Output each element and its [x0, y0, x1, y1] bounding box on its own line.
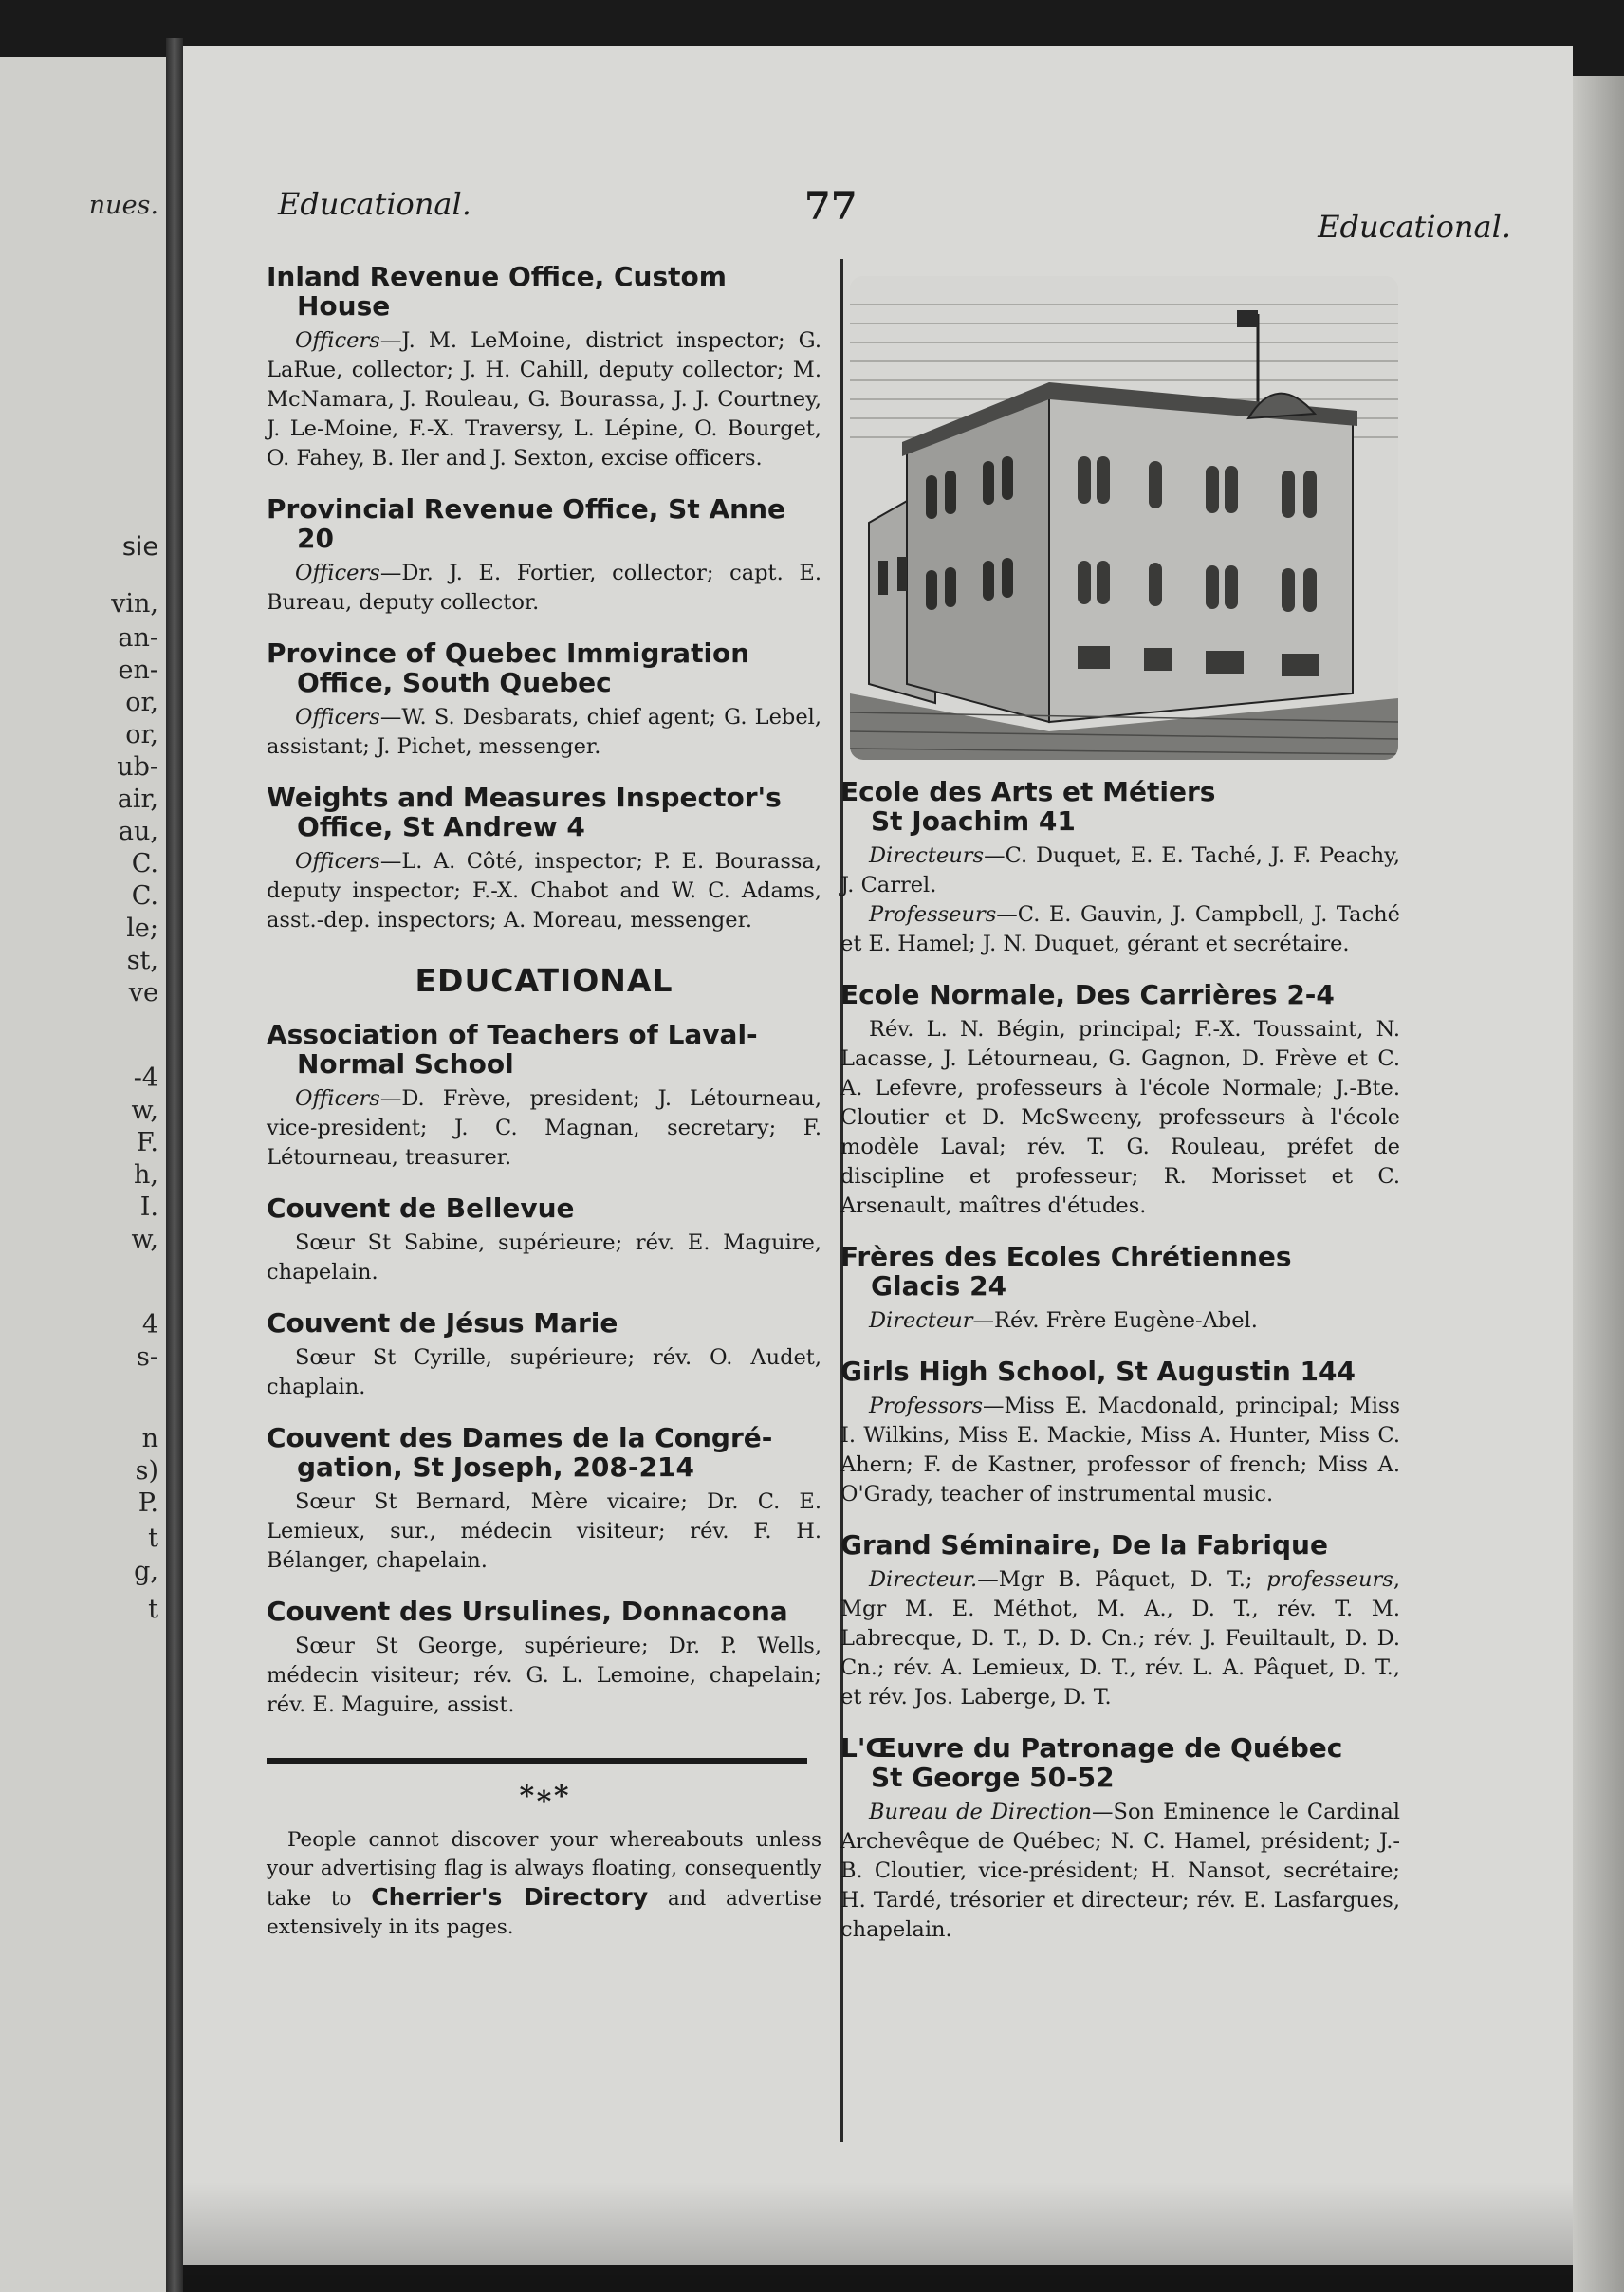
left-column: [267, 262, 821, 1942]
facing-page-text: t: [148, 1595, 158, 1624]
entry-title-continuation: Glacis 24: [871, 1270, 1007, 1302]
entry-title-line: Couvent des Dames de la Congré-: [267, 1422, 773, 1453]
directory-entry: [267, 494, 821, 618]
advertising-notice: People cannot discover your whereabouts unless your advertising flag is always floating, consequently take to Cherrier's Directory and advertise extensively in its pages.: [267, 1828, 821, 1939]
entry-body: [840, 1306, 1400, 1336]
entry-title: [840, 777, 1400, 836]
facing-page-text: n: [141, 1424, 158, 1453]
entry-title: [267, 262, 821, 321]
entry-body: [840, 841, 1400, 900]
facing-page-text: w,: [131, 1225, 158, 1254]
directory-entry: [267, 1423, 821, 1576]
directory-entry: [267, 1597, 821, 1720]
entry-role-label: Professors: [869, 1394, 984, 1418]
entry-title: [840, 1242, 1400, 1301]
facing-page-text: nues.: [88, 191, 158, 220]
entry-title-line: Couvent des Ursulines, Donnacona: [267, 1596, 788, 1627]
entry-title-line: Couvent de Bellevue: [267, 1192, 575, 1224]
entry-names: Sœur St Bernard, Mère vicaire; Dr. C. E. Lemieux, sur., médecin visiteur; rév. F. H. Bélanger, chapelain.: [267, 1489, 821, 1573]
entry-title-line: Association of Teachers of Laval-: [267, 1019, 758, 1050]
directory-entry: [840, 777, 1400, 959]
entry-names: —D. Frève, president; J. Létourneau, vice-president; J. C. Magnan, secretary; F. Létourneau, treasurer.: [267, 1086, 821, 1170]
entry-title: [267, 1308, 821, 1338]
entry-names: Sœur St Cyrille, supérieure; rév. O. Audet, chaplain.: [267, 1345, 821, 1399]
entry-title: [267, 1597, 821, 1626]
entry-role-label: Officers: [295, 705, 380, 730]
entry-title-continuation: Normal School: [297, 1048, 514, 1080]
directory-entry: [840, 1242, 1400, 1336]
facing-page-text: le;: [126, 914, 158, 943]
facing-page-text: w,: [131, 1096, 158, 1125]
facing-page-text: I.: [139, 1192, 158, 1222]
page-edge: [1573, 76, 1624, 2292]
facing-page-text: h,: [134, 1160, 158, 1190]
page-shadow: [183, 2182, 1573, 2292]
entry-role-label: Directeurs: [869, 843, 985, 868]
entry-role-label: Officers: [295, 328, 380, 353]
facing-page-fragment: [0, 57, 166, 2292]
right-column: [840, 262, 1400, 1966]
entry-names: —Son Eminence le Cardinal Archevêque de Québec; N. C. Hamel, président; J.-B. Cloutier, vice-président; H. Nansot, secrétaire; H. Tardé, trésorier et directeur; rév. E. Lasfargues, chapelain.: [840, 1800, 1400, 1942]
entry-title-line: Inland Revenue Office, Custom: [267, 261, 727, 292]
entry-title-continuation: House: [297, 290, 391, 322]
facing-page-text: -4: [133, 1063, 158, 1093]
entry-role-label: Officers: [295, 1086, 380, 1111]
entry-title: [840, 1733, 1400, 1792]
entry-title-line: Ecole Normale, Des Carrières 2-4: [840, 979, 1335, 1010]
entry-body: [267, 1084, 821, 1173]
directory-entry: [267, 638, 821, 762]
facing-page-text: sie: [121, 532, 158, 562]
entry-names: —J. M. LeMoine, district inspector; G. LaRue, collector; J. H. Cahill, deputy collector; M. McNamara, J. Rouleau, G. Bourassa, J. J. Courtney, J. Le-Moine, F.-X. Traversy, L. Lépine, O. Bourget, O. Fahey, B. Iler and J. Sexton, excise officers.: [267, 328, 821, 471]
entry-title-line: Weights and Measures Inspector's: [267, 782, 782, 813]
directory-entry: [267, 262, 821, 473]
entry-role-label: professeurs: [1266, 1567, 1393, 1592]
directory-entry: [267, 1193, 821, 1287]
school-building-engraving: [850, 276, 1398, 760]
entry-title-continuation: 20: [297, 523, 334, 554]
entry-names: Sœur St Sabine, supérieure; rév. E. Maguire, chapelain.: [267, 1230, 821, 1285]
facing-page-text: air,: [117, 785, 158, 814]
facing-page-text: 4: [141, 1310, 158, 1340]
entry-title-line: Provincial Revenue Office, St Anne: [267, 493, 786, 525]
facing-page-text: F.: [136, 1128, 158, 1157]
section-heading: EDUCATIONAL: [415, 962, 674, 999]
entry-body: [840, 1798, 1400, 1945]
entry-title: [267, 1423, 821, 1482]
entry-body: [840, 900, 1400, 959]
entry-names: —L. A. Côté, inspector; P. E. Bourassa, deputy inspector; F.-X. Chabot and W. C. Adams, asst.-dep. inspectors; A. Moreau, messenger.: [267, 849, 821, 933]
entry-role-label: Directeur.: [869, 1567, 978, 1592]
entry-title: [267, 638, 821, 697]
entry-title: [840, 1530, 1400, 1560]
book-spine: [166, 38, 183, 2292]
entry-role-label: Officers: [295, 849, 380, 874]
facing-page-text: ve: [128, 978, 158, 1007]
facing-page-text: P.: [138, 1488, 158, 1518]
entry-title-continuation: St George 50-52: [871, 1762, 1115, 1793]
header-right-title: Educational.: [1318, 209, 1511, 245]
facing-page-text: or,: [125, 720, 158, 749]
entry-title-line: Couvent de Jésus Marie: [267, 1307, 618, 1339]
facing-page-text: en-: [118, 656, 158, 685]
entry-body: [267, 326, 821, 473]
entry-title-line: Province of Quebec Immigration: [267, 638, 750, 669]
entry-title: [267, 494, 821, 553]
facing-page-text: s-: [137, 1342, 158, 1372]
entry-title-line: Grand Séminaire, De la Fabrique: [840, 1529, 1328, 1561]
directory-entry: [840, 1530, 1400, 1712]
facing-page-text: or,: [125, 688, 158, 717]
entry-names: , Mgr M. E. Méthot, M. A., D. T., rév. T. M. Labrecque, D. T., D. D. Cn.; rév. J. Feuiltault, D. D. Cn.; rév. A. Lemieux, D. T., rév. L. A. Pâquet, D. T., et rév. Jos. Laberge, D. T.: [840, 1567, 1400, 1710]
entry-names: —C. E. Gauvin, J. Campbell, J. Taché et E. Hamel; J. N. Duquet, gérant et secrétaire.: [840, 902, 1400, 956]
directory-entry: [840, 1733, 1400, 1945]
entry-title-continuation: Office, South Quebec: [297, 667, 612, 698]
entry-title: [267, 1020, 821, 1079]
entry-title: [840, 980, 1400, 1009]
entry-names: —Mgr B. Pâquet, D. T.;: [977, 1567, 1267, 1592]
entry-title-line: L'Œuvre du Patronage de Québec: [840, 1732, 1343, 1764]
page-77: [183, 46, 1573, 2265]
directory-entry: [840, 1357, 1400, 1509]
facing-page-text: C.: [131, 849, 158, 878]
facing-page-text: an-: [118, 623, 158, 653]
entry-body: [267, 703, 821, 762]
entry-title-line: Frères des Ecoles Chrétiennes: [840, 1241, 1292, 1272]
entry-body: [267, 847, 821, 935]
entry-names: Sœur St George, supérieure; Dr. P. Wells, médecin visiteur; rév. G. L. Lemoine, chapelain; rév. E. Maguire, assist.: [267, 1634, 821, 1717]
entry-title: [267, 1193, 821, 1223]
directory-entry: [840, 980, 1400, 1221]
entry-body: [267, 1343, 821, 1402]
entry-body: [267, 559, 821, 618]
facing-page-text: au,: [118, 817, 158, 846]
entry-title-continuation: St Joachim 41: [871, 805, 1076, 837]
entry-names: —Dr. J. E. Fortier, collector; capt. E. Bureau, deputy collector.: [267, 561, 821, 615]
facing-page-text: st,: [126, 946, 158, 975]
facing-page-text: C.: [131, 881, 158, 911]
entry-names: —Miss E. Macdonald, principal; Miss I. Wilkins, Miss E. Mackie, Miss A. Hunter, Miss C. Ahern; F. de Kastner, professor of french; Miss A. O'Grady, teacher of instrumental music.: [840, 1394, 1400, 1506]
entry-body: [267, 1229, 821, 1287]
asterism-ornament: *∗*: [519, 1780, 569, 1813]
entry-body: [267, 1488, 821, 1576]
entry-role-label: Bureau de Direction: [869, 1800, 1093, 1824]
entry-title-continuation: Office, St Andrew 4: [297, 811, 585, 842]
entry-role-label: Professeurs: [869, 902, 997, 927]
facing-page-text: g,: [134, 1557, 158, 1586]
page-number: 77: [804, 184, 858, 229]
entry-body: [840, 1015, 1400, 1221]
facing-page-text: vin,: [111, 589, 158, 619]
entry-role-label: Officers: [295, 561, 380, 585]
entry-title-line: Girls High School, St Augustin 144: [840, 1356, 1356, 1387]
entry-role-label: Directeur: [869, 1308, 973, 1333]
entry-title: [840, 1357, 1400, 1386]
header-left-title: Educational.: [278, 186, 471, 222]
entry-names: Rév. L. N. Bégin, principal; F.-X. Toussaint, N. Lacasse, J. Létourneau, G. Gagnon, D. Frève et C. A. Lefevre, professeurs à l'école Normale; J.-Bte. Cloutier et D. McSweeny, professeurs à l'école modèle Laval; rév. T. G. Rouleau, préfet de discipline et professeur; R. Morisset et C. Arsenault, maîtres d'études.: [840, 1017, 1400, 1218]
running-header: [278, 186, 1511, 243]
facing-page-text: s): [135, 1456, 158, 1486]
entry-names: —C. Duquet, E. E. Taché, J. F. Peachy, J. Carrel.: [840, 843, 1400, 897]
directory-entry: [267, 1020, 821, 1173]
entry-names: —W. S. Desbarats, chief agent; G. Lebel, assistant; J. Pichet, messenger.: [267, 705, 821, 759]
facing-page-text: t: [148, 1524, 158, 1553]
entry-body: [840, 1392, 1400, 1509]
divider-rule: [267, 1758, 807, 1764]
entry-title-line: Ecole des Arts et Métiers: [840, 776, 1216, 807]
facing-page-text: ub-: [117, 752, 158, 782]
directory-entry: [267, 1308, 821, 1402]
entry-title: [267, 783, 821, 841]
entry-body: [840, 1565, 1400, 1712]
directory-entry: [267, 783, 821, 935]
entry-body: [267, 1632, 821, 1720]
entry-title-continuation: gation, St Joseph, 208-214: [297, 1451, 694, 1483]
entry-names: —Rév. Frère Eugène-Abel.: [972, 1308, 1258, 1333]
